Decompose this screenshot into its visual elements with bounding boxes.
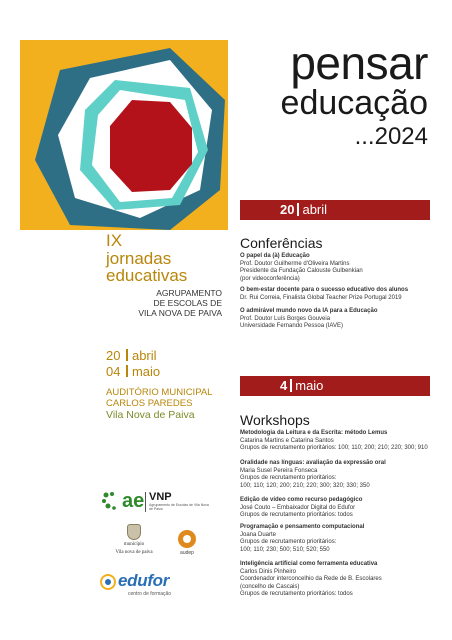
ae-logo-text: ae [122,490,145,512]
item-line: Prof. Doutor Luís Borges Gouveia [240,315,331,322]
edufor-dot [105,579,111,585]
edufor-name: edufor [118,571,170,590]
section-title-workshops: Workshops [240,412,310,428]
item-line: (por videoconferência) [240,275,300,282]
ae-dot [102,499,106,503]
item-line: Joana Duarte [240,531,277,538]
conference-item [240,287,440,302]
event-name [106,232,187,284]
venue-line: AUDITÓRIO MUNICIPAL [106,387,213,398]
event-name-line1: jornadas [106,249,172,268]
item-title: O papel da (à) Educação [240,253,310,259]
workshop-item [240,460,440,490]
ae-dot [112,506,116,510]
ae-dots-icon [100,490,122,512]
event-date-1 [106,348,160,364]
item-line: José Couto – Embaixador Digital do Edufor [240,504,356,511]
ae-dot [110,492,114,496]
audep-mark-icon [178,530,196,548]
event-edition: IX [106,231,123,250]
workshop-item [240,524,440,554]
school-name [104,288,222,318]
date-separator [126,365,128,377]
event-name-line2: educativas [106,266,188,285]
date-month: abril [131,348,157,363]
date-bar-day2 [240,376,430,396]
logo-ae-vnp [100,490,215,514]
crest-icon [127,524,141,540]
title-pensar: pensar [290,37,428,89]
item-line: Grupos de recrutamento prioritários: todos [240,591,353,597]
title-year: ...2024 [354,123,428,150]
ae-dot [104,493,109,498]
item-line: Coordenador interconcelhio da Rede de B. Escolares [240,576,382,582]
workshop-item [240,561,440,599]
event-date-2 [106,364,160,380]
date-separator [126,349,128,361]
item-title: Metodologia da Leitura e da Escrita: método Lemus [240,430,388,436]
school-line: VILA NOVA DE PAIVA [138,308,222,318]
workshop-item [240,430,440,453]
venue-town: Vila Nova de Paiva [106,409,195,421]
item-line: Presidente da Fundação Calouste Gulbenkian [240,268,363,274]
vnp-logo-subtitle: Agrupamento de Escolas de Vila Nova de Paiva [149,503,209,511]
logo-municipio [108,524,160,564]
school-line: DE ESCOLAS DE [153,298,222,308]
municipio-label: município [123,542,145,547]
conference-item [240,308,440,331]
item-title: Inteligência artificial como ferramenta educativa [240,561,378,567]
school-line: AGRUPAMENTO [156,288,222,298]
logo-edufor [100,572,215,602]
vnp-logo-text: VNP [149,491,172,503]
bar-separator [297,203,299,216]
bar-month: maio [295,378,324,393]
item-line: Grupos de recrutamento prioritários: 100; 110; 200; 210; 220; 300; 910 [240,445,428,451]
ae-dot [106,504,111,509]
item-title: O admirável mundo novo da IA para a Educação [240,308,378,314]
section-title-conferences: Conferências [240,235,323,251]
edufor-mark-icon [100,574,116,590]
item-line: Maria Susel Pereira Fonseca [240,467,318,474]
event-dates [106,348,160,380]
item-line: (concelho de Cascais) [240,583,300,590]
date-day: 20 [106,348,121,363]
venue-line: CARLOS PAREDES [106,398,193,409]
item-title: Programação e pensamento computacional [240,524,365,530]
item-title: Oralidade nas línguas: avaliação da expressão oral [240,460,386,466]
bar-day: 20 [280,202,295,217]
date-month: maio [131,364,161,379]
item-title: O bem-estar docente para o sucesso educativo dos alunos [240,287,409,293]
municipio-name: Vila nova de paiva [115,550,153,555]
item-title: Edição de vídeo como recurso pedagógico [240,497,363,503]
item-line: 100; 110; 230; 500; 510; 520; 550 [240,546,330,553]
item-line: Dr. Rui Correia, Finalista Global Teacher Prize Portugal 2019 [240,294,402,301]
item-line: Catarina Martins e Catarina Santos [240,437,334,444]
title-educacao: educação [280,84,428,122]
edufor-subtitle: centro de formação [128,591,172,597]
item-line: 100; 110; 120; 200; 210; 220; 300; 320; 330; 350 [240,482,370,489]
conference-item [240,253,440,283]
bar-day: 4 [280,378,288,393]
item-line: Grupos de recrutamento prioritários: todos [240,512,353,518]
audep-name: audep [180,550,194,556]
item-line: Grupos de recrutamento prioritários: [240,475,337,481]
item-line: Universidade Fernando Pessoa (IAVE) [240,323,343,329]
art-red-octagon [110,100,192,192]
bar-month: abril [302,202,328,217]
item-line: Grupos de recrutamento prioritários: [240,539,337,545]
geometric-artwork [20,40,228,230]
logo-divider [145,492,146,512]
logo-audep [172,530,202,566]
venue [106,387,212,409]
item-line: Prof. Doutor Guilherme d'Oliveira Martins [240,260,350,267]
date-day: 04 [106,364,121,379]
partner-logos [100,490,215,610]
item-line: Carlos Dinis Pinheiro [240,568,297,575]
workshop-item [240,497,440,520]
date-bar-day1 [240,200,430,220]
bar-separator [290,379,292,392]
